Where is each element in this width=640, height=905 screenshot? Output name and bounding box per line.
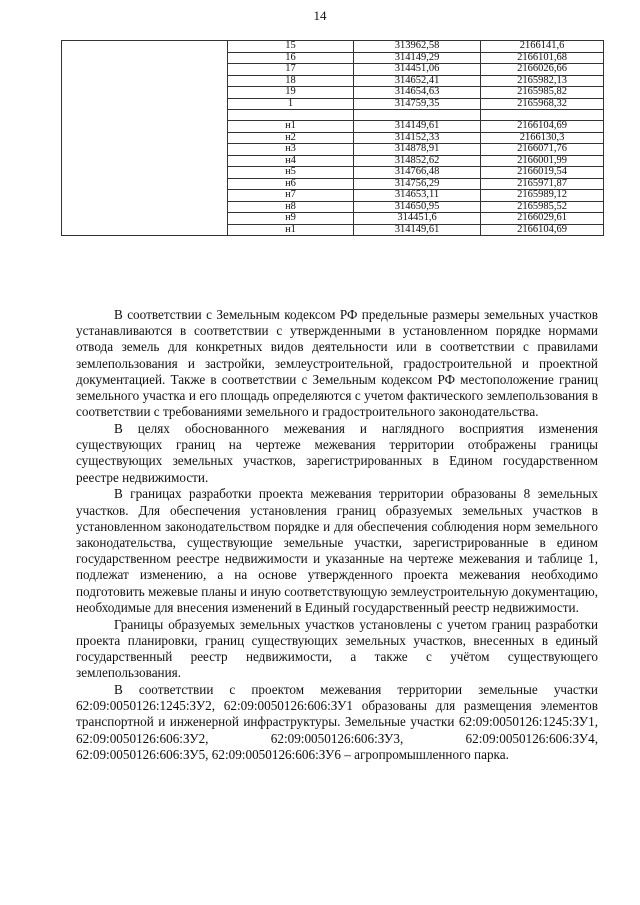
x-coordinate-cell: 314149,61 [354, 224, 481, 236]
point-id-cell: н7 [228, 190, 354, 202]
coordinates-table [61, 40, 604, 236]
x-coordinate-cell: 313962,58 [354, 41, 481, 53]
y-coordinate-cell: 2165971,87 [481, 178, 604, 190]
point-id-cell: н1 [228, 121, 354, 133]
paragraph: Границы образуемых земельных участков установлены с учетом границ разработки проекта планировки, границ существующих земельных участков, внесенных в единый государственный реестр недвижимости, а также с учётом существующего землепользования. [76, 616, 598, 681]
x-coordinate-cell: 314653,11 [354, 190, 481, 202]
point-id-cell: н4 [228, 155, 354, 167]
point-id-cell: н1 [228, 224, 354, 236]
y-coordinate-cell: 2166026,66 [481, 64, 604, 76]
paragraph: В соответствии с Земельным кодексом РФ предельные размеры земельных участков устанавливаются в соответствии с утвержденными в установленном порядке нормами отвода земель для конкретных видов деятельности или в соответствии с правилами землепользования и застройки, землеустроительной, градостроительной и проектной документацией. Также в соответствии с Земельным кодексом РФ местоположение границ земельного участка и его площадь определяются с учетом фактического землепользования в соответствии с требованиями земельного и градостроительного законодательства. [76, 307, 598, 420]
point-id-cell: н2 [228, 132, 354, 144]
y-coordinate-cell: 2166071,76 [481, 144, 604, 156]
paragraph: В границах разработки проекта межевания территории образованы 8 земельных участков. Для обеспечения установления границ образуемых земельных участков в установленном законодательством порядке и для обеспечения соблюдения норм земельного законодательства, существующие земельные участки, зарегистрированные в едином государственном реестре недвижимости и указанные на чертеже межевания и таблице 1, подлежат изменению, а на основе утвержденного проекта межевания необходимо подготовить межевые планы и иную соответствующую землеустроительную документацию, необходимые для внесения изменений в Единый государственный реестр недвижимости. [76, 486, 598, 615]
y-coordinate-cell: 2165968,32 [481, 98, 604, 110]
y-coordinate-cell: 2166141,6 [481, 41, 604, 53]
empty-cell [481, 110, 604, 121]
y-coordinate-cell: 2166130,3 [481, 132, 604, 144]
page-number: 14 [313, 8, 327, 23]
y-coordinate-cell: 2166104,69 [481, 224, 604, 236]
point-id-cell: н6 [228, 178, 354, 190]
point-id-cell: 15 [228, 41, 354, 53]
x-coordinate-cell: 314852,62 [354, 155, 481, 167]
paragraph: В целях обоснованного межевания и наглядного восприятия изменения существующих границ на чертеже межевания территории отображены границы существующих земельных участков, зарегистрированных в Едином государственном реестре недвижимости. [76, 421, 598, 485]
x-coordinate-cell: 314756,29 [354, 178, 481, 190]
x-coordinate-cell: 314152,33 [354, 132, 481, 144]
y-coordinate-cell: 2166019,54 [481, 167, 604, 179]
point-id-cell: н5 [228, 167, 354, 179]
point-id-cell: 18 [228, 75, 354, 87]
point-id-cell: 16 [228, 52, 354, 64]
point-id-cell: 1 [228, 98, 354, 110]
table-row [62, 41, 604, 53]
y-coordinate-cell: 2166029,61 [481, 213, 604, 225]
y-coordinate-cell: 2165989,12 [481, 190, 604, 202]
x-coordinate-cell: 314451,6 [354, 213, 481, 225]
point-id-cell: н3 [228, 144, 354, 156]
paragraph: В соответствии с проектом межевания территории земельные участки 62:09:0050126:1245:ЗУ2, 62:09:0050126:606:ЗУ1 образованы для размещения элементов транспортной и инженерной инфраструктуры. Земельные участки 62:09:0050126:1245:ЗУ1, 62:09:0050126:606:ЗУ2, 62:09:0050126:606:ЗУ3, 62:09:0050126:606:ЗУ4, 62:09:0050126:606:ЗУ5, 62:09:0050126:606:ЗУ6 – агропромышленного парка. [76, 682, 598, 762]
empty-cell [354, 110, 481, 121]
y-coordinate-cell: 2165985,52 [481, 201, 604, 213]
x-coordinate-cell: 314654,63 [354, 87, 481, 99]
point-id-cell: 19 [228, 87, 354, 99]
point-id-cell: н8 [228, 201, 354, 213]
y-coordinate-cell: 2166001,99 [481, 155, 604, 167]
y-coordinate-cell: 2166104,69 [481, 121, 604, 133]
empty-cell [228, 110, 354, 121]
y-coordinate-cell: 2165982,13 [481, 75, 604, 87]
x-coordinate-cell: 314878,91 [354, 144, 481, 156]
x-coordinate-cell: 314149,29 [354, 52, 481, 64]
x-coordinate-cell: 314149,61 [354, 121, 481, 133]
x-coordinate-cell: 314650,95 [354, 201, 481, 213]
body-text [76, 307, 598, 763]
x-coordinate-cell: 314451,06 [354, 64, 481, 76]
x-coordinate-cell: 314759,35 [354, 98, 481, 110]
y-coordinate-cell: 2165985,82 [481, 87, 604, 99]
point-id-cell: н9 [228, 213, 354, 225]
y-coordinate-cell: 2166101,68 [481, 52, 604, 64]
point-id-cell: 17 [228, 64, 354, 76]
x-coordinate-cell: 314652,41 [354, 75, 481, 87]
x-coordinate-cell: 314766,48 [354, 167, 481, 179]
table-label-cell [62, 41, 228, 236]
